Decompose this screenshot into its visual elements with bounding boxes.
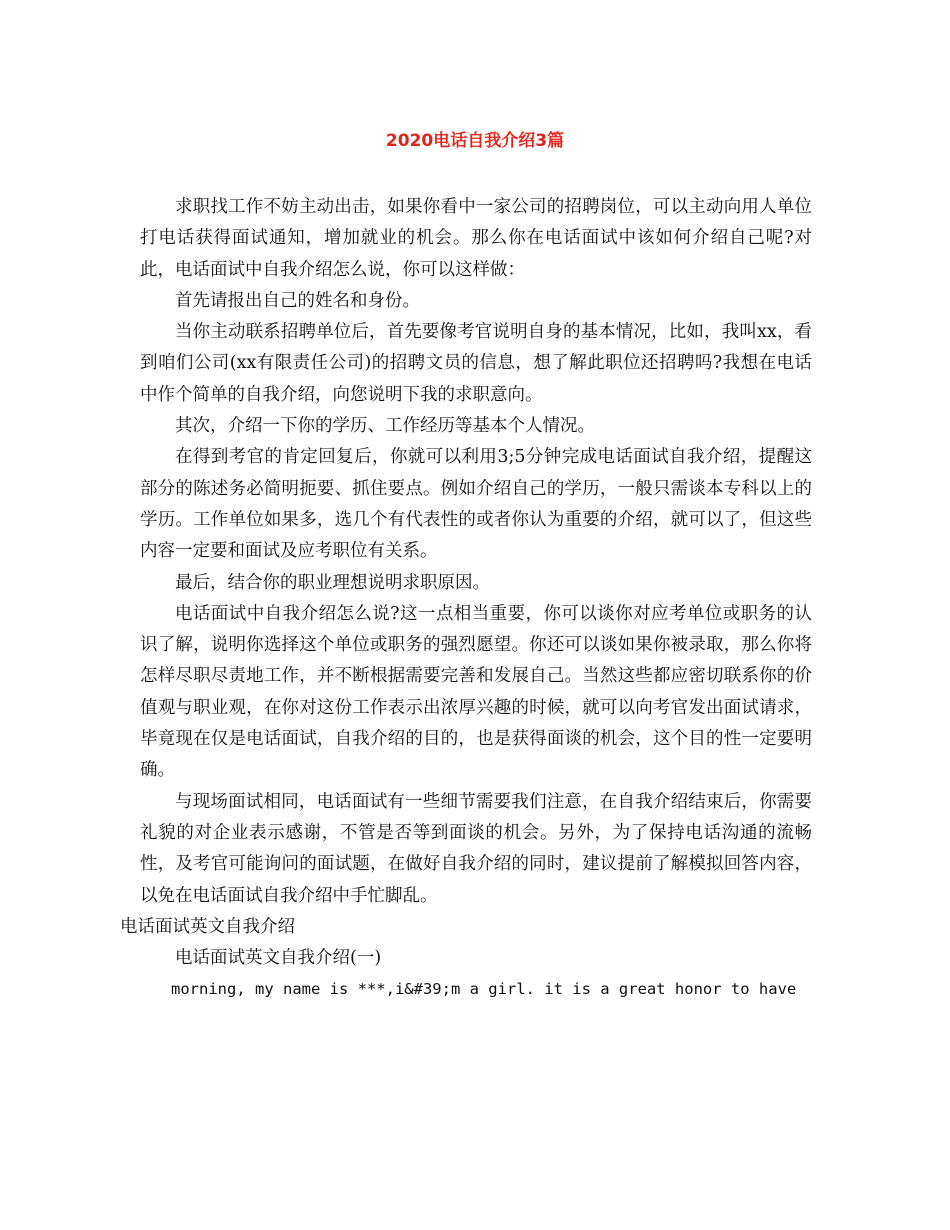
english-intro-line: morning, my name is ***,i&#39;m a girl. it is a great honor to have bbox=[171, 980, 797, 999]
paragraph-step-two-detail: 在得到考官的肯定回复后，你就可以利用3;5分钟完成电话面试自我介绍，提醒这部分的陈述务必简明扼要、抓住要点。例如介绍自己的学历，一般只需谈本专科以上的学历。工作单位如果多，选几个有代表性的或者你认为重要的介绍，就可以了，但这些内容一定要和面试及应考职位有关系。 bbox=[140, 447, 812, 562]
document-title: 2020电话自我介绍3篇 bbox=[385, 131, 565, 151]
paragraph-step-three-detail: 电话面试中自我介绍怎么说?这一点相当重要，你可以谈你对应考单位或职务的认识了解，说明你选择这个单位或职务的强烈愿望。你还可以谈如果你被录取，那么你将怎样尽职尽责地工作，并不断根据需要完善和发展自己。当然这些都应密切联系你的价值观与职业观，在你对这份工作表示出浓厚兴趣的时候，就可以向考官发出面试请求，毕竟现在仅是电话面试，自我介绍的目的，也是获得面谈的机会，这个目的性一定要明确。 bbox=[140, 603, 812, 781]
paragraph-step-three: 最后，结合你的职业理想说明求职原因。 bbox=[175, 572, 490, 593]
paragraph-step-one: 首先请报出自己的姓名和身份。 bbox=[175, 290, 420, 311]
document-body bbox=[120, 192, 812, 1006]
subsection-heading: 电话面试英文自我介绍(一) bbox=[175, 948, 382, 969]
paragraph-etiquette: 与现场面试相同，电话面试有一些细节需要我们注意，在自我介绍结束后，你需要礼貌的对企业表示感谢，不管是否等到面谈的机会。另外，为了保持电话沟通的流畅性，及考官可能询问的面试题，在做好自我介绍的同时，建议提前了解模拟回答内容，以免在电话面试自我介绍中手忙脚乱。 bbox=[140, 791, 812, 906]
paragraph-intro: 求职找工作不妨主动出击，如果你看中一家公司的招聘岗位，可以主动向用人单位打电话获得面试通知，增加就业的机会。那么你在电话面试中该如何介绍自己呢?对此，电话面试中自我介绍怎么说，你可以这样做： bbox=[140, 197, 812, 280]
paragraph-step-two: 其次，介绍一下你的学历、工作经历等基本个人情况。 bbox=[175, 416, 595, 437]
section-heading: 电话面试英文自我介绍 bbox=[120, 916, 295, 937]
paragraph-step-one-detail: 当你主动联系招聘单位后，首先要像考官说明自身的基本情况，比如，我叫xx，看到咱们公司(xx有限责任公司)的招聘文员的信息，想了解此职位还招聘吗?我想在电话中作个简单的自我介绍，向您说明下我的求职意向。 bbox=[140, 322, 812, 405]
